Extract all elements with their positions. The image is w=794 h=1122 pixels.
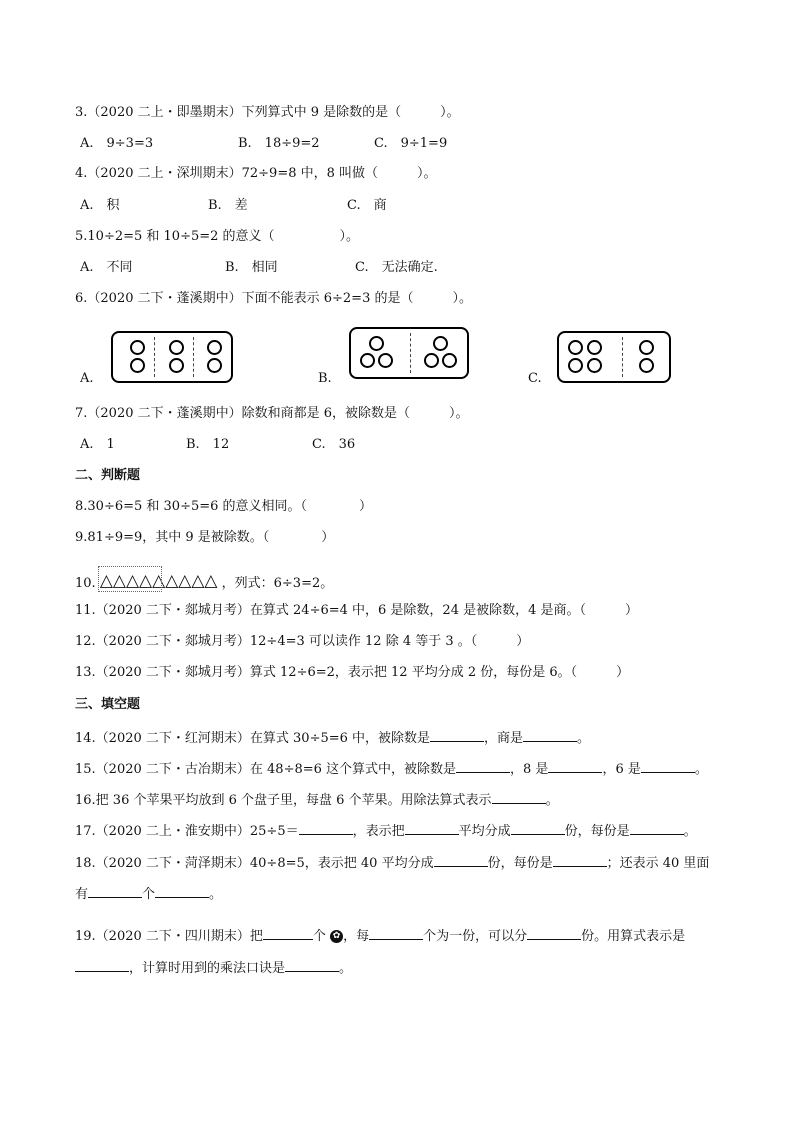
q16-text-b: 。 <box>545 793 559 808</box>
q14-text-a: 14.（2020 二下・红河期末）在算式 30÷5=6 中，被除数是 <box>75 731 431 746</box>
q18-text-a: 18.（2020 二下・菏泽期末）40÷8=5，表示把 40 平均分成 <box>75 856 434 871</box>
dot <box>169 358 184 373</box>
answer-blank[interactable] <box>155 884 209 898</box>
dot <box>568 358 583 373</box>
q17-text-b: ，表示把 <box>352 824 405 839</box>
dot <box>169 340 184 355</box>
question-4 <box>75 165 437 183</box>
q19-text-c: ，每 <box>343 929 370 944</box>
q6-option-c-label[interactable]: C. <box>528 371 542 386</box>
q5-option-b[interactable]: B. 相同 <box>225 260 278 275</box>
dot <box>433 336 448 351</box>
question-10-number: 10. <box>75 576 96 591</box>
question-15 <box>75 759 708 779</box>
q5-option-c[interactable]: C. 无法确定. <box>355 260 438 275</box>
answer-blank[interactable] <box>523 728 577 742</box>
answer-blank[interactable] <box>299 821 353 835</box>
question-18 <box>75 853 709 873</box>
answer-blank[interactable] <box>492 790 546 804</box>
q4-option-a[interactable]: A. 积 <box>80 198 120 213</box>
q17-text-a: 17.（2020 二上・淮安期中）25÷5＝ <box>75 824 299 839</box>
dot <box>207 340 222 355</box>
dot <box>378 353 393 368</box>
question-19 <box>75 926 685 946</box>
answer-blank[interactable] <box>405 821 459 835</box>
q17-text-c: 平均分成 <box>458 824 511 839</box>
q6-figure-c[interactable] <box>557 331 671 383</box>
answer-blank[interactable] <box>75 958 129 972</box>
q7-option-a[interactable]: A. 1 <box>80 437 115 452</box>
question-17 <box>75 821 697 841</box>
dot <box>639 340 654 355</box>
divider-line <box>154 337 155 377</box>
dot <box>207 358 222 373</box>
dot <box>587 358 602 373</box>
question-18-cont <box>75 884 222 904</box>
dot <box>360 353 375 368</box>
q14-text-b: ，商是 <box>484 731 524 746</box>
q15-text-a: 15.（2020 二下・古冶期末）在 48÷8=6 这个算式中，被除数是 <box>75 762 457 777</box>
answer-blank[interactable] <box>553 853 607 867</box>
q18-text-e: 个 <box>142 887 156 902</box>
question-11: 11.（2020 二下・郯城月考）在算式 24÷6=4 中，6 是除数，24 是被除数，4 是商。（ ） <box>75 603 639 618</box>
question-10-suffix: ，列式：6÷3=2。 <box>221 576 334 591</box>
q6-option-a-label[interactable]: A. <box>80 371 94 386</box>
divider-line <box>193 337 194 377</box>
answer-blank[interactable] <box>434 853 488 867</box>
q19-text-d: 个为一份，可以分 <box>423 929 528 944</box>
answer-blank[interactable] <box>456 759 510 773</box>
divider-line <box>622 337 623 377</box>
divider-line <box>410 333 411 373</box>
q7-option-b[interactable]: B. 12 <box>186 437 230 452</box>
q17-text-e: 。 <box>683 824 697 839</box>
dot <box>130 358 145 373</box>
q15-text-b: ，8 是 <box>510 762 549 777</box>
dot <box>587 340 602 355</box>
answer-blank[interactable] <box>88 884 142 898</box>
question-13: 13.（2020 二下・郯城月考）算式 12÷6=2，表示把 12 平均分成 2 份，每份是 6。（ ） <box>75 665 630 680</box>
q14-text-c: 。 <box>577 731 591 746</box>
answer-blank[interactable] <box>263 926 313 940</box>
answer-blank[interactable] <box>285 958 339 972</box>
question-5 <box>75 228 359 246</box>
q19-text-b: 个 <box>312 929 326 944</box>
dot <box>442 353 457 368</box>
q19-text-f: ，计算时用到的乘法口诀是 <box>129 961 286 976</box>
q18-text-d: 有 <box>75 887 89 902</box>
answer-blank[interactable] <box>430 728 484 742</box>
answer-blank[interactable] <box>630 821 684 835</box>
q15-text-d: 。 <box>694 762 708 777</box>
dot <box>568 340 583 355</box>
question-6 <box>75 290 472 308</box>
answer-blank[interactable] <box>511 821 565 835</box>
question-3-text: 3.（2020 二上・即墨期末）下列算式中 9 是除数的是（ ）。 <box>75 105 460 120</box>
section-heading-fill-blank: 三、填空题 <box>75 697 141 712</box>
question-6-text: 6.（2020 二下・蓬溪期中）下面不能表示 6÷2=3 的是（ ）。 <box>75 291 472 306</box>
q19-text-g: 。 <box>339 961 353 976</box>
triangle-group-box <box>98 566 162 592</box>
q6-figure-b[interactable] <box>349 327 469 379</box>
dot <box>424 353 439 368</box>
question-7-text: 7.（2020 二下・蓬溪期中）除数和商都是 6，被除数是（ ）。 <box>75 406 469 421</box>
flower-icon: ✿ <box>330 930 343 943</box>
question-9: 9.81÷9=9，其中 9 是被除数。（ ） <box>75 530 335 545</box>
question-3 <box>75 104 460 122</box>
question-19-cont <box>75 958 352 978</box>
answer-blank[interactable] <box>641 759 695 773</box>
question-8: 8.30÷6=5 和 30÷5=6 的意义相同。（ ） <box>75 499 373 514</box>
q19-text-e: 份。用算式表示是 <box>581 929 686 944</box>
q19-text-a: 19.（2020 二下・四川期末）把 <box>75 929 263 944</box>
triangles: △△△△△△△△△ <box>99 571 218 591</box>
q6-figure-a[interactable] <box>111 331 233 383</box>
q17-text-d: 份，每份是 <box>564 824 630 839</box>
answer-blank[interactable] <box>527 926 581 940</box>
q18-text-c: ；还表示 40 里面 <box>606 856 710 871</box>
answer-blank[interactable] <box>369 926 423 940</box>
q3-option-c[interactable]: C. 9÷1=9 <box>374 136 448 151</box>
question-4-text: 4.（2020 二上・深圳期末）72÷9=8 中，8 叫做（ ）。 <box>75 166 437 181</box>
q7-option-c[interactable]: C. 36 <box>312 437 356 452</box>
question-16 <box>75 790 559 810</box>
q16-text-a: 16.把 36 个苹果平均放到 6 个盘子里，每盘 6 个苹果。用除法算式表示 <box>75 793 492 808</box>
q3-option-a[interactable]: A. 9÷3=3 <box>80 136 154 151</box>
q5-option-a[interactable]: A. 不同 <box>80 260 133 275</box>
q4-option-c[interactable]: C. 商 <box>347 198 387 213</box>
q4-option-b[interactable]: B. 差 <box>208 198 248 213</box>
question-5-text: 5.10÷2=5 和 10÷5=2 的意义（ ）。 <box>75 229 360 244</box>
q3-option-b[interactable]: B. 18÷9=2 <box>238 136 320 151</box>
answer-blank[interactable] <box>548 759 602 773</box>
question-10 <box>75 572 333 593</box>
q6-option-b-label[interactable]: B. <box>318 371 332 386</box>
question-7 <box>75 405 469 423</box>
section-heading-judgement: 二、判断题 <box>75 468 141 483</box>
q18-text-b: 份，每份是 <box>487 856 553 871</box>
dot <box>369 336 384 351</box>
q15-text-c: ，6 是 <box>602 762 641 777</box>
question-14 <box>75 728 590 748</box>
q18-text-f: 。 <box>209 887 223 902</box>
question-12: 12.（2020 二下・郯城月考）12÷4=3 可以读作 12 除 4 等于 3 。（ ） <box>75 634 530 649</box>
dot <box>639 358 654 373</box>
dot <box>130 340 145 355</box>
triangle-figure <box>100 572 218 590</box>
